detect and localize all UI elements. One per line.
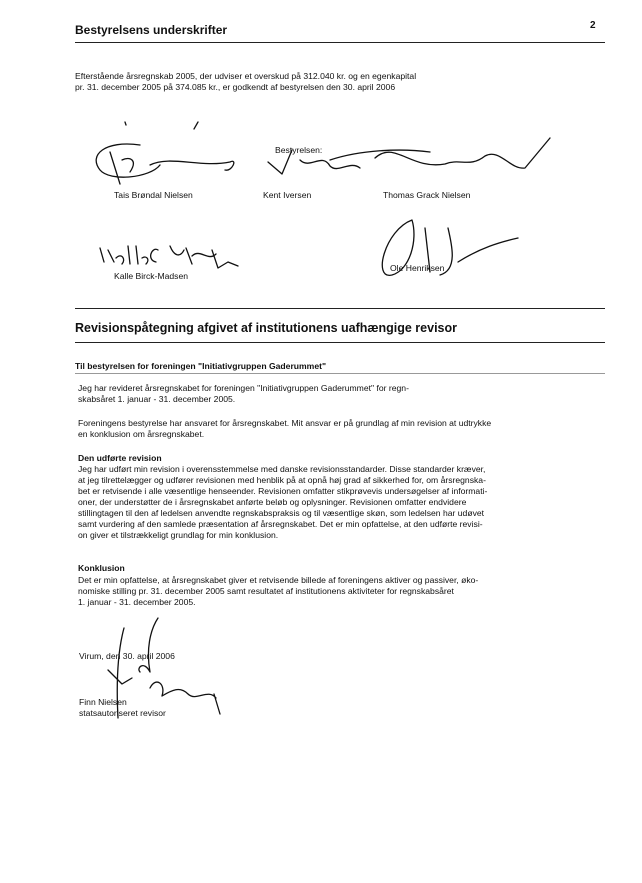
audit-section1-line-6: samt vurdering af den samlede præsentation af årsregnskabet. Det er min opfattelse, at den udførte revisi- bbox=[78, 519, 483, 529]
audit-section1-line-3: bet er retvisende i alle væsentlige henseender. Revisionen omfatter stikprøvevis undersøgelser af informati- bbox=[78, 486, 488, 496]
audit-section1-line-4: oner, der understøtter de i årsregnskabet anførte beløb og oplysninger. Revisionen omfatter endvidere bbox=[78, 497, 467, 507]
audit-para2-line-1: Foreningens bestyrelse har ansvaret for årsregnskabet. Mit ansvar er på grundlag af min revision at udtrykke bbox=[78, 418, 492, 428]
audit-addressee: Til bestyrelsen for foreningen "Initiativgruppen Gaderummet" bbox=[75, 361, 327, 371]
page-header-title: Bestyrelsens underskrifter bbox=[75, 23, 228, 37]
audit-section2-line-1: Det er min opfattelse, at årsregnskabet giver et retvisende billede af foreningens aktiver og passiver, øko- bbox=[78, 575, 479, 585]
audit-top-divider bbox=[75, 308, 605, 309]
board-member-ole: Ole Henriksen bbox=[390, 263, 445, 273]
audit-section1-line-2: at jeg tilrettelægger og udfører revisionen med henblik på at opnå høj grad af sikkerhed for, om årsregnska- bbox=[78, 475, 486, 485]
audit-section2-line-2: nomiske stilling pr. 31. december 2005 samt resultatet af institutionens aktiviteter for regnskabsåret bbox=[78, 586, 454, 596]
board-member-thomas: Thomas Grack Nielsen bbox=[383, 190, 471, 200]
audit-place-date: Virum, den 30. april 2006 bbox=[79, 651, 175, 661]
audit-section2-heading: Konklusion bbox=[78, 563, 125, 573]
audit-title-divider bbox=[75, 342, 605, 343]
addressee-divider bbox=[75, 373, 605, 374]
header-divider bbox=[75, 42, 605, 43]
board-label: Bestyrelsen: bbox=[275, 145, 323, 155]
audit-para2-line-2: en konklusion om årsregnskabet. bbox=[78, 429, 205, 439]
board-member-kalle: Kalle Birck-Madsen bbox=[114, 271, 189, 281]
audit-section2-line-3: 1. januar - 31. december 2005. bbox=[78, 597, 196, 607]
board-intro-line-2: pr. 31. december 2005 på 374.085 kr., er godkendt af bestyrelsen den 30. april 2006 bbox=[75, 82, 396, 92]
board-member-tais: Tais Brøndal Nielsen bbox=[114, 190, 193, 200]
audit-para1-line-1: Jeg har revideret årsregnskabet for foreningen "Initiativgruppen Gaderummet" for regn- bbox=[78, 383, 409, 393]
audit-section1-heading: Den udførte revision bbox=[78, 453, 162, 463]
audit-para1-line-2: skabsåret 1. januar - 31. december 2005. bbox=[78, 394, 236, 404]
audit-section1-line-5: stillingtagen til den af ledelsen anvendte regnskabspraksis og til væsentlige skøn, som ledelsen har udøvet bbox=[78, 508, 485, 518]
audit-section1-line-7: on giver et tilstrækkeligt grundlag for min konklusion. bbox=[78, 530, 279, 540]
auditor-name: Finn Nielsen bbox=[79, 697, 127, 707]
board-intro-line-1: Efterstående årsregnskab 2005, der udviser et overskud på 312.040 kr. og en egenkapital bbox=[75, 71, 417, 81]
audit-title: Revisionspåtegning afgivet af institutionens uafhængige revisor bbox=[75, 321, 458, 335]
audit-section1-line-1: Jeg har udført min revision i overensstemmelse med danske revisionsstandarder. Disse standarder kræver, bbox=[78, 464, 486, 474]
page-number: 2 bbox=[590, 20, 596, 31]
board-member-kent: Kent Iversen bbox=[263, 190, 312, 200]
auditor-title: statsautoriseret revisor bbox=[79, 708, 166, 718]
